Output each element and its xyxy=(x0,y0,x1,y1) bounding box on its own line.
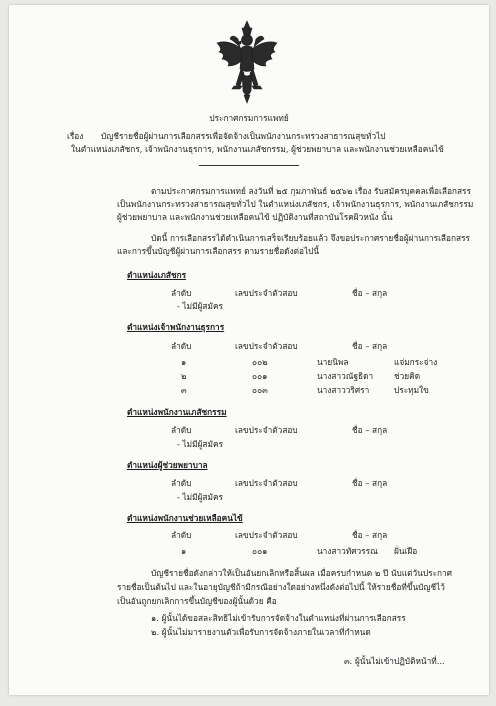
row-first-name: นางสาวทัศวรรณ xyxy=(317,546,378,556)
row-last-name: แจ่มกระจ่าง xyxy=(394,357,438,367)
column-order: ลำดับ xyxy=(171,288,192,298)
column-name: ชื่อ – สกุล xyxy=(352,425,388,435)
section-title-pharmacist: ตำแหน่งเภสัชกร xyxy=(127,270,187,280)
closing-line-3: เป็นอันถูกยกเลิกการขึ้นบัญชีของผู้นั้นด้วย คือ xyxy=(117,596,277,606)
closing-item-2: ๒. ผู้นั้นไม่มารายงานตัวเพื่อรับการจัดจ้างภายในเวลาที่กำหนด xyxy=(151,627,371,637)
subject-line-1: บัญชีรายชื่อผู้ผ่านการเลือกสรรเพื่อจัดจ้างเป็นพนักงานกระทรวงสาธารณสุขทั่วไป xyxy=(101,131,386,141)
row-first-name: นางสาวณัฐธิดา xyxy=(317,371,374,381)
row-last-name: ช่วยคิด xyxy=(394,371,421,381)
column-exam-id: เลขประจำตัวสอบ xyxy=(235,530,298,540)
section-title-pharmacy-worker: ตำแหน่งพนักงานเภสัชกรรม xyxy=(127,407,227,417)
section-title-patient-helper: ตำแหน่งพนักงานช่วยเหลือคนไข้ xyxy=(127,513,243,523)
row-order: ๓ xyxy=(181,385,187,395)
paragraph-1-line-3: ผู้ช่วยพยาบาล และพนักงานช่วยเหลือคนไข้ ปฏิบัติงานที่สถาบันโรคผิวหนัง นั้น xyxy=(117,212,393,222)
divider-line xyxy=(199,165,299,166)
paragraph-2-line-1: บัดนี้ การเลือกสรรได้ดำเนินการเสร็จเรียบร้อยแล้ว จึงขอประกาศรายชื่อผู้ผ่านการเลือกสรร xyxy=(151,233,470,243)
row-order: ๑ xyxy=(181,546,187,556)
row-first-name: นางสาววริศรา xyxy=(317,385,370,395)
no-applicant-text: - ไม่มีผู้สมัคร xyxy=(177,439,223,449)
row-exam-id: ๐๐๑ xyxy=(252,546,268,556)
closing-item-1: ๑. ผู้นั้นได้ขอสละสิทธิไม่เข้ารับการจัดจ้างในตำแหน่งที่ผ่านการเลือกสรร xyxy=(151,613,406,623)
subject-label: เรื่อง xyxy=(67,131,84,141)
row-last-name: ประทุมใข xyxy=(394,385,429,395)
row-first-name: นายนิพล xyxy=(317,357,349,367)
paragraph-1-line-2: เป็นพนักงานกระทรวงสาธารณสุขทั่วไป ในตำแหน่งเภสัชกร, เจ้าพนักงานธุรการ, พนักงานเภสัชกรรม xyxy=(117,199,474,209)
column-exam-id: เลขประจำตัวสอบ xyxy=(235,478,298,488)
section-title-clerk: ตำแหน่งเจ้าพนักงานธุรการ xyxy=(127,322,225,332)
column-order: ลำดับ xyxy=(171,530,192,540)
document-page xyxy=(9,5,489,695)
row-order: ๒ xyxy=(181,371,187,381)
row-exam-id: ๐๐๒ xyxy=(252,357,268,367)
column-name: ชื่อ – สกุล xyxy=(352,530,388,540)
column-order: ลำดับ xyxy=(171,478,192,488)
paragraph-2-line-2: และการขึ้นบัญชีผู้ผ่านการเลือกสรร ตามรายชื่อดังต่อไปนี้ xyxy=(117,246,320,256)
column-name: ชื่อ – สกุล xyxy=(352,288,388,298)
column-order: ลำดับ xyxy=(171,425,192,435)
no-applicant-text: - ไม่มีผู้สมัคร xyxy=(177,492,223,502)
no-applicant-text: - ไม่มีผู้สมัคร xyxy=(177,301,223,311)
column-exam-id: เลขประจำตัวสอบ xyxy=(235,288,298,298)
row-order: ๑ xyxy=(181,357,187,367)
paragraph-1-line-1: ตามประกาศกรมการแพทย์ ลงวันที่ ๒๕ กุมภาพันธ์ ๒๕๖๒ เรื่อง รับสมัครบุคคลเพื่อเลือกสรร xyxy=(151,186,471,196)
column-name: ชื่อ – สกุล xyxy=(352,478,388,488)
announcement-title: ประกาศกรมการแพทย์ xyxy=(209,113,289,123)
closing-line-2: รายชื่อเป็นต้นไป และในอายุบัญชีถ้ามีกรณีอย่างใดอย่างหนึ่งดังต่อไปนี้ ให้รายชื่อที่ขึ้นบัญชีไว้ xyxy=(117,582,445,592)
subject-line-2: ในตำแหน่งเภสัชกร, เจ้าพนักงานธุรการ, พนักงานเภสัชกรรม, ผู้ช่วยพยาบาล และพนักงานช่วยเหลือคนไข้ xyxy=(71,144,444,154)
row-exam-id: ๐๐๑ xyxy=(252,371,268,381)
closing-line-1: บัญชีรายชื่อดังกล่าวให้เป็นอันยกเลิกหรือสิ้นผล เมื่อครบกำหนด ๒ ปี นับแต่วันประกาศ xyxy=(151,568,452,578)
garuda-emblem-icon xyxy=(214,19,280,105)
row-last-name: ฝั่นเฝือ xyxy=(394,546,418,556)
column-name: ชื่อ – สกุล xyxy=(352,341,388,351)
column-order: ลำดับ xyxy=(171,341,192,351)
section-title-nurse-assistant: ตำแหน่งผู้ช่วยพยาบาล xyxy=(127,460,208,470)
column-exam-id: เลขประจำตัวสอบ xyxy=(235,341,298,351)
continued-text: ๓. ผู้นั้นไม่เข้าปฏิบัติหน้าที่... xyxy=(344,656,445,666)
column-exam-id: เลขประจำตัวสอบ xyxy=(235,425,298,435)
row-exam-id: ๐๐๓ xyxy=(252,385,268,395)
